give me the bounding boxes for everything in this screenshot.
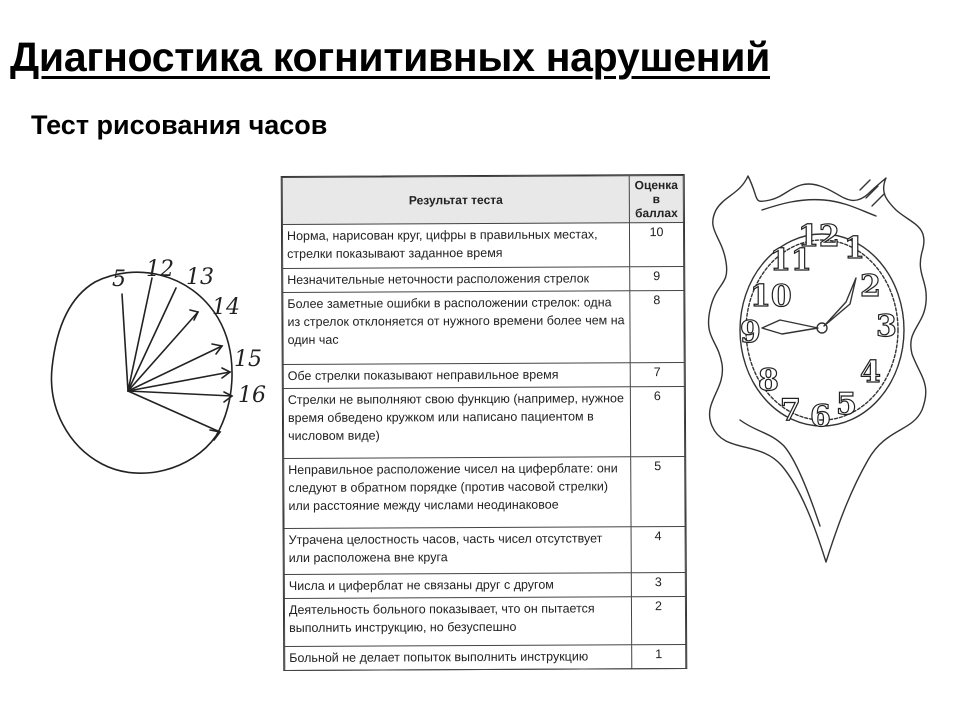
arrow-head bbox=[210, 430, 220, 440]
clock-number: 10 bbox=[750, 279, 792, 314]
hatching bbox=[860, 180, 884, 206]
table-row bbox=[285, 644, 686, 670]
row-result: Деятельность больного показывает, что он пытается выполнить инструкцию, но безуспешно bbox=[284, 597, 631, 647]
row-result: Больной не делает попыток выполнить инструкцию bbox=[285, 645, 632, 671]
row-result: Утрачена целостность часов, часть чисел отсутствует или расположена вне круга bbox=[284, 527, 631, 575]
table-row bbox=[283, 386, 684, 458]
clock-number: 4 bbox=[860, 355, 881, 390]
row-score: 7 bbox=[630, 362, 684, 386]
table-row bbox=[284, 526, 685, 574]
clock-case-inner-line bbox=[740, 420, 820, 526]
row-result: Более заметные ошибки в расположении стрелок: одна из стрелок отклоняется от нужного времени более чем на один час bbox=[283, 291, 630, 365]
row-score: 4 bbox=[631, 526, 685, 572]
clock-drawing-ornate bbox=[700, 170, 940, 570]
table-row bbox=[283, 362, 684, 388]
row-score: 2 bbox=[631, 596, 685, 644]
row-score: 3 bbox=[631, 572, 685, 596]
clock-number: 8 bbox=[758, 363, 779, 398]
row-result: Обе стрелки показывают неправильное время bbox=[283, 363, 630, 389]
row-score: 8 bbox=[630, 290, 684, 362]
row-score: 9 bbox=[630, 266, 684, 290]
clock-number: 12 bbox=[798, 219, 840, 254]
clock-hour-hand bbox=[762, 320, 818, 334]
clock-number: 3 bbox=[876, 309, 897, 344]
clock-number: 11 bbox=[770, 243, 812, 278]
row-score: 10 bbox=[629, 222, 683, 266]
clock-number: 5 bbox=[112, 267, 126, 292]
clock-drawing-ornate-svg bbox=[700, 170, 940, 570]
row-result: Числа и циферблат не связаны друг с другом bbox=[284, 573, 631, 599]
header-score: Оценка в баллах bbox=[629, 175, 683, 222]
clock-number: 16 bbox=[238, 383, 266, 408]
clock-number: 2 bbox=[860, 269, 881, 304]
row-result: Неправильное расположение чисел на циферблате: они следуют в обратном порядке (против часовой стрелки) или расстояние между числами неодинаковое bbox=[284, 457, 631, 529]
row-result: Стрелки не выполняют свою функцию (например, нужное время обведено кружком или написано пациентом в числовом виде) bbox=[283, 387, 630, 459]
row-result: Норма, нарисован круг, цифры в правильных местах, стрелки показывают заданное время bbox=[282, 223, 629, 269]
clock-hand bbox=[128, 278, 152, 391]
clock-number: 6 bbox=[810, 399, 831, 434]
table-row bbox=[282, 222, 683, 268]
clock-face-outline bbox=[51, 272, 232, 473]
row-result: Незначительные неточности расположения стрелок bbox=[283, 267, 630, 293]
clock-hand bbox=[128, 346, 222, 391]
table-row bbox=[283, 290, 684, 364]
table-row bbox=[284, 572, 685, 598]
clock-number: 5 bbox=[836, 387, 857, 422]
slide-title: Диагностика когнитивных нарушений bbox=[10, 34, 771, 80]
clock-number: 15 bbox=[234, 347, 262, 372]
slide-subtitle: Тест рисования часов bbox=[31, 110, 328, 140]
scoring-table-scan bbox=[281, 174, 688, 671]
table-row bbox=[283, 266, 684, 292]
clock-number: 12 bbox=[146, 257, 174, 282]
clock-drawing-crowded-svg bbox=[40, 250, 280, 490]
row-score: 5 bbox=[631, 456, 685, 526]
row-score: 1 bbox=[632, 644, 686, 668]
clock-minute-hand bbox=[824, 278, 856, 326]
table-row bbox=[284, 596, 685, 646]
clock-number: 7 bbox=[780, 393, 801, 428]
clock-hand bbox=[128, 391, 232, 396]
clock-case-inner-line bbox=[762, 200, 876, 216]
clock-number: 13 bbox=[186, 265, 214, 290]
clock-number: 9 bbox=[740, 315, 761, 350]
clock-drawing-crowded-numbers bbox=[40, 250, 280, 490]
row-score: 6 bbox=[630, 386, 684, 456]
table-row bbox=[284, 456, 685, 528]
clock-hand bbox=[122, 294, 128, 391]
clock-hand bbox=[128, 288, 176, 391]
clock-number: 1 bbox=[844, 231, 865, 266]
clock-hand bbox=[128, 391, 220, 432]
scoring-table bbox=[282, 175, 687, 671]
clock-number: 14 bbox=[212, 295, 240, 320]
header-result: Результат теста bbox=[282, 176, 629, 225]
